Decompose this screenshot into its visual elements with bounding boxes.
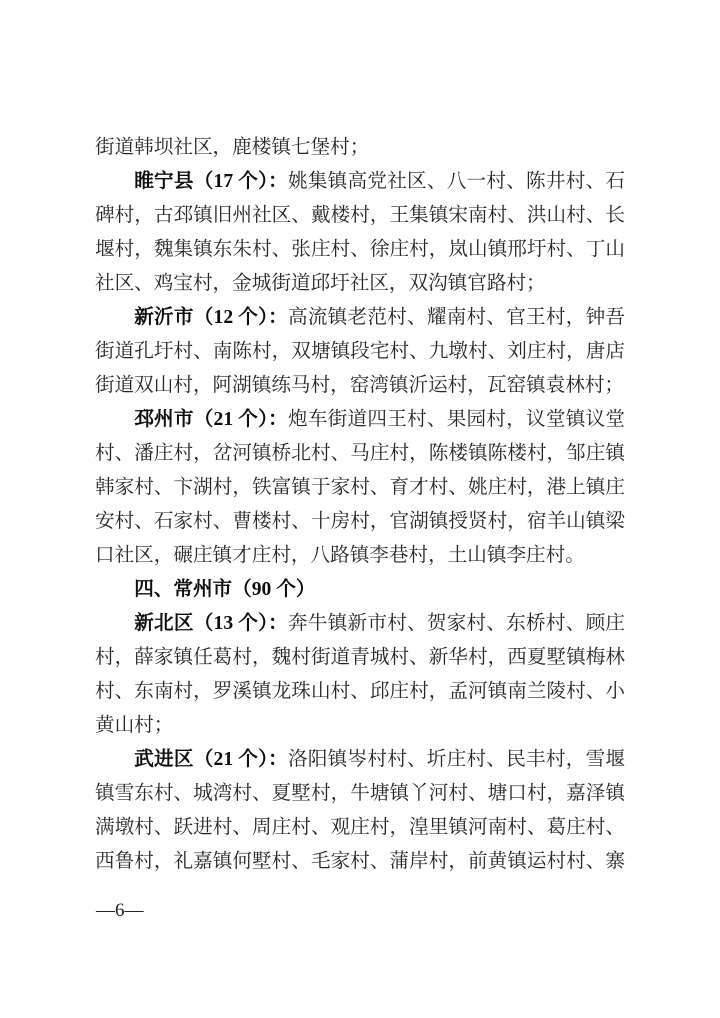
body-text: 满墩村、跃进村、周庄村、观庄村，湟里镇河南村、葛庄村、 <box>95 817 625 838</box>
text-line <box>95 165 625 199</box>
text-line <box>95 437 625 471</box>
document-body <box>95 131 625 879</box>
body-text: 村、东南村，罗溪镇龙珠山村、邱庄村，孟河镇南兰陵村、小 <box>95 681 625 702</box>
page-footer <box>96 896 144 926</box>
text-line <box>95 267 625 301</box>
text-line <box>95 131 625 165</box>
body-text: 奔牛镇新市村、贺家村、东桥村、顾庄 <box>288 613 625 634</box>
body-text: 炮车街道四王村、果园村，议堂镇议堂 <box>288 409 625 430</box>
body-text: 黄山村； <box>95 715 174 736</box>
text-line <box>95 811 625 845</box>
page-number: —6— <box>96 900 144 921</box>
text-line <box>95 709 625 743</box>
text-line <box>95 471 625 505</box>
body-text: 村、潘庄村，岔河镇桥北村、马庄村，陈楼镇陈楼村，邹庄镇 <box>95 443 625 464</box>
section-heading: 新北区（13 个）： <box>134 613 288 634</box>
text-line <box>95 301 625 335</box>
body-text: 街道孔圩村、南陈村，双塘镇段宅村、九墩村、刘庄村，唐店 <box>95 341 625 362</box>
text-line <box>95 845 625 879</box>
body-text: 韩家村、卞湖村，铁富镇于家村、育才村、姚庄村，港上镇庄 <box>95 477 625 498</box>
text-line <box>95 675 625 709</box>
text-line <box>95 335 625 369</box>
body-text: 街道双山村，阿湖镇练马村，窑湾镇沂运村，瓦窑镇袁林村； <box>95 375 625 396</box>
body-text: 安村、石家村、曹楼村、十房村，官湖镇授贤村，宿羊山镇梁 <box>95 511 625 532</box>
text-line <box>95 199 625 233</box>
text-line <box>95 505 625 539</box>
body-text: 村，薛家镇任葛村，魏村街道青城村、新华村，西夏墅镇梅林 <box>95 647 625 668</box>
text-line <box>95 233 625 267</box>
body-text: 洛阳镇岑村村、圻庄村、民丰村，雪堰 <box>288 749 625 770</box>
section-heading: 四、常州市（90 个） <box>134 579 316 600</box>
body-text: 西鲁村，礼嘉镇何墅村、毛家村、蒲岸村，前黄镇运村村、寨 <box>95 851 625 872</box>
text-line <box>95 403 625 437</box>
body-text: 街道韩坝社区，鹿楼镇七堡村； <box>95 137 370 158</box>
section-heading: 邳州市（21 个）： <box>134 409 288 430</box>
body-text: 姚集镇高党社区、八一村、陈井村、石 <box>288 171 625 192</box>
body-text: 碑村，古邳镇旧州社区、戴楼村，王集镇宋南村、洪山村、长 <box>95 205 625 226</box>
text-line <box>95 369 625 403</box>
text-line <box>95 743 625 777</box>
body-text: 社区、鸡宝村，金城街道邱圩社区，双沟镇官路村； <box>95 273 546 294</box>
text-line <box>95 641 625 675</box>
section-heading: 睢宁县（17 个）： <box>134 171 288 192</box>
text-line <box>95 573 625 607</box>
body-text: 镇雪东村、城湾村、夏墅村，牛塘镇丫河村、塘口村，嘉泽镇 <box>95 783 625 804</box>
section-heading: 武进区（21 个）： <box>134 749 288 770</box>
text-line <box>95 777 625 811</box>
text-line <box>95 607 625 641</box>
body-text: 口社区，碾庄镇才庄村，八路镇李巷村，土山镇李庄村。 <box>95 545 585 566</box>
section-heading: 新沂市（12 个）： <box>134 307 288 328</box>
body-text: 堰村，魏集镇东朱村、张庄村、徐庄村，岚山镇邢圩村、丁山 <box>95 239 625 260</box>
text-line <box>95 539 625 573</box>
body-text: 高流镇老范村、耀南村、官王村，钟吾 <box>288 307 625 328</box>
